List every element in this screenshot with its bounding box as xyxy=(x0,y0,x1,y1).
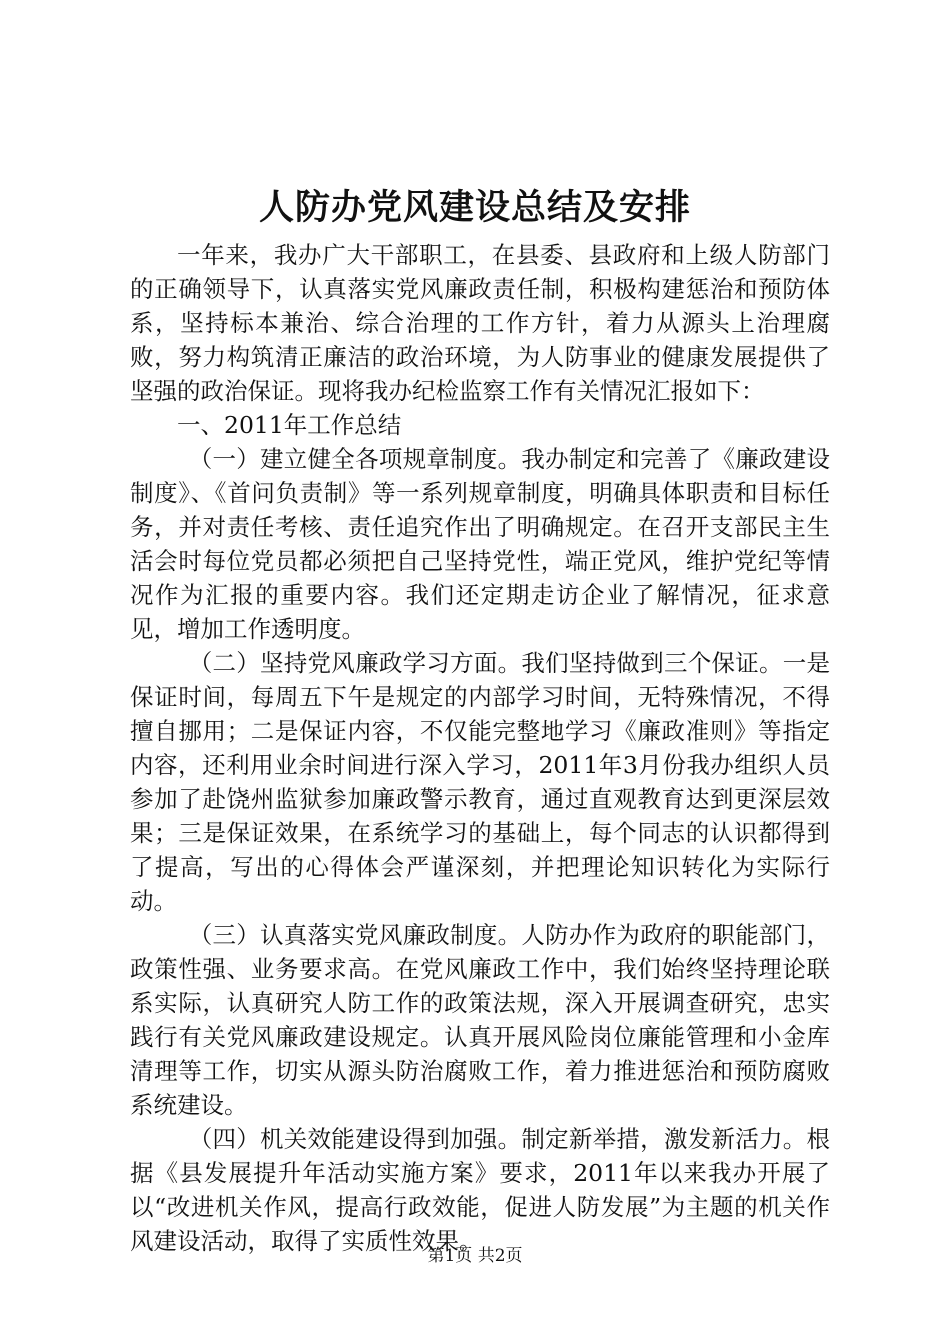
page-number-footer: 第1页 共2页 xyxy=(427,1246,523,1266)
body-paragraph: （四）机关效能建设得到加强。制定新举措，激发新活力。根据《县发展提升年活动实施方案》要求，2011年以来我办开展了以“改进机关作风，提高行政效能，促进人防发展”为主题的机关作风建设活动，取得了实质性效果。 xyxy=(130,1125,830,1255)
document-title: 人防办党风建设总结及安排 xyxy=(258,187,691,228)
intro-paragraph: 一年来，我办广大干部职工，在县委、县政府和上级人防部门的正确领导下，认真落实党风廉政责任制，积极构建惩治和预防体系，坚持标本兼治、综合治理的工作方针，着力从源头上治理腐败，努力构筑清正廉洁的政治环境，为人防事业的健康发展提供了坚强的政治保证。现将我办纪检监察工作有关情况汇报如下： xyxy=(130,241,830,405)
body-paragraph: （一）建立健全各项规章制度。我办制定和完善了《廉政建设制度》、《首问负责制》等一系列规章制度，明确具体职责和目标任务，并对责任考核、责任追究作出了明确规定。在召开支部民主生活会时每位党员都必须把自己坚持党性，端正党风，维护党纪等情况作为汇报的重要内容。我们还定期走访企业了解情况，征求意见，增加工作透明度。 xyxy=(130,445,830,643)
body-paragraph: （三）认真落实党风廉政制度。人防办作为政府的职能部门，政策性强、业务要求高。在党风廉政工作中，我们始终坚持理论联系实际，认真研究人防工作的政策法规，深入开展调查研究，忠实践行有关党风廉政建设规定。认真开展风险岗位廉能管理和小金库清理等工作，切实从源头防治腐败工作，着力推进惩治和预防腐败系统建设。 xyxy=(130,921,830,1119)
section-heading: 一、2011年工作总结 xyxy=(177,411,402,439)
document-body xyxy=(130,238,830,1258)
body-paragraph: （二）坚持党风廉政学习方面。我们坚持做到三个保证。一是保证时间，每周五下午是规定的内部学习时间，无特殊情况，不得擅自挪用；二是保证内容，不仅能完整地学习《廉政准则》等指定内容，还利用业余时间进行深入学习，2011年3月份我办组织人员参加了赴饶州监狱参加廉政警示教育，通过直观教育达到更深层效果；三是保证效果，在系统学习的基础上，每个同志的认识都得到了提高，写出的心得体会严谨深刻，并把理论知识转化为实际行动。 xyxy=(130,649,830,915)
